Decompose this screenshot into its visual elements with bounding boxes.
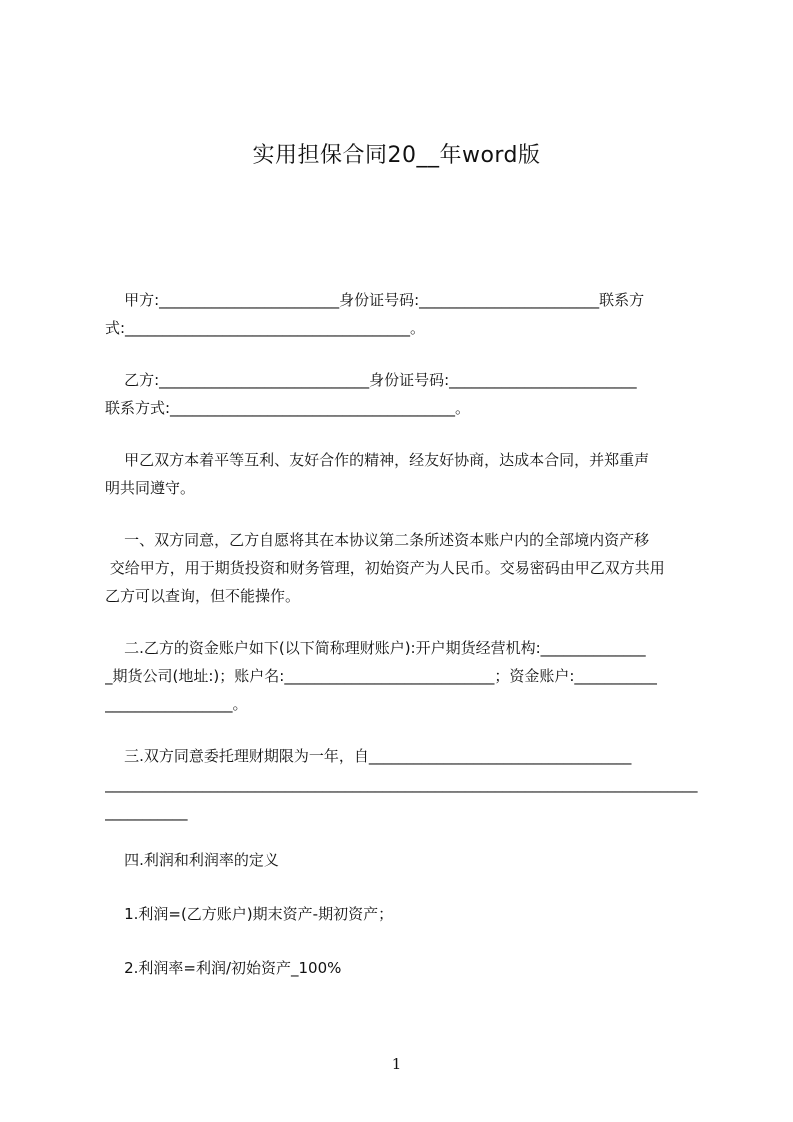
clause-2-line-3: _________________。 bbox=[105, 695, 248, 713]
intro-line-2: 明共同遵守。 bbox=[105, 479, 196, 497]
clause-3-line-3: ___________ bbox=[105, 803, 188, 821]
clause-3-line-1: 三.双方同意委托理财期限为一年，自___________________________________ bbox=[105, 747, 632, 765]
clause-4-heading: 四.利润和利润率的定义 bbox=[105, 851, 279, 869]
party-a-line-1: 甲方:________________________身份证号码:________________________联系方 bbox=[105, 291, 645, 309]
clause-2-line-2: _期货公司(地址:)；账户名:____________________________；资金账户:___________ bbox=[105, 667, 657, 685]
party-b-line-2: 联系方式:______________________________________。 bbox=[105, 399, 471, 417]
clause-2-line-1: 二.乙方的资金账户如下(以下简称理财账户):开户期货经营机构:______________ bbox=[105, 639, 646, 657]
party-a-line-2: 式:______________________________________。 bbox=[105, 319, 426, 337]
intro-line-1: 甲乙双方本着平等互利、友好合作的精神，经友好协商，达成本合同，并郑重声 bbox=[105, 451, 650, 469]
document-title: 实用担保合同20__年word版 bbox=[252, 143, 541, 168]
clause-1-line-1: 一、双方同意，乙方自愿将其在本协议第二条所述资本账户内的全部境内资产移 bbox=[105, 531, 650, 549]
clause-1-line-3: 乙方可以查询，但不能操作。 bbox=[105, 587, 301, 605]
clause-3-line-2: _______________________________________________________________________________ bbox=[105, 775, 698, 793]
clause-1-line-2: 交给甲方，用于期货投资和财务管理，初始资产为人民币。交易密码由甲乙双方共用 bbox=[105, 559, 665, 577]
clause-4-item-1: 1.利润=(乙方账户)期末资产-期初资产； bbox=[105, 905, 394, 923]
clause-4-item-2: 2.利润率=利润/初始资产_100% bbox=[105, 959, 342, 977]
party-b-line-1: 乙方:____________________________身份证号码:_________________________ bbox=[105, 371, 637, 389]
page-number: 1 bbox=[391, 1055, 402, 1073]
